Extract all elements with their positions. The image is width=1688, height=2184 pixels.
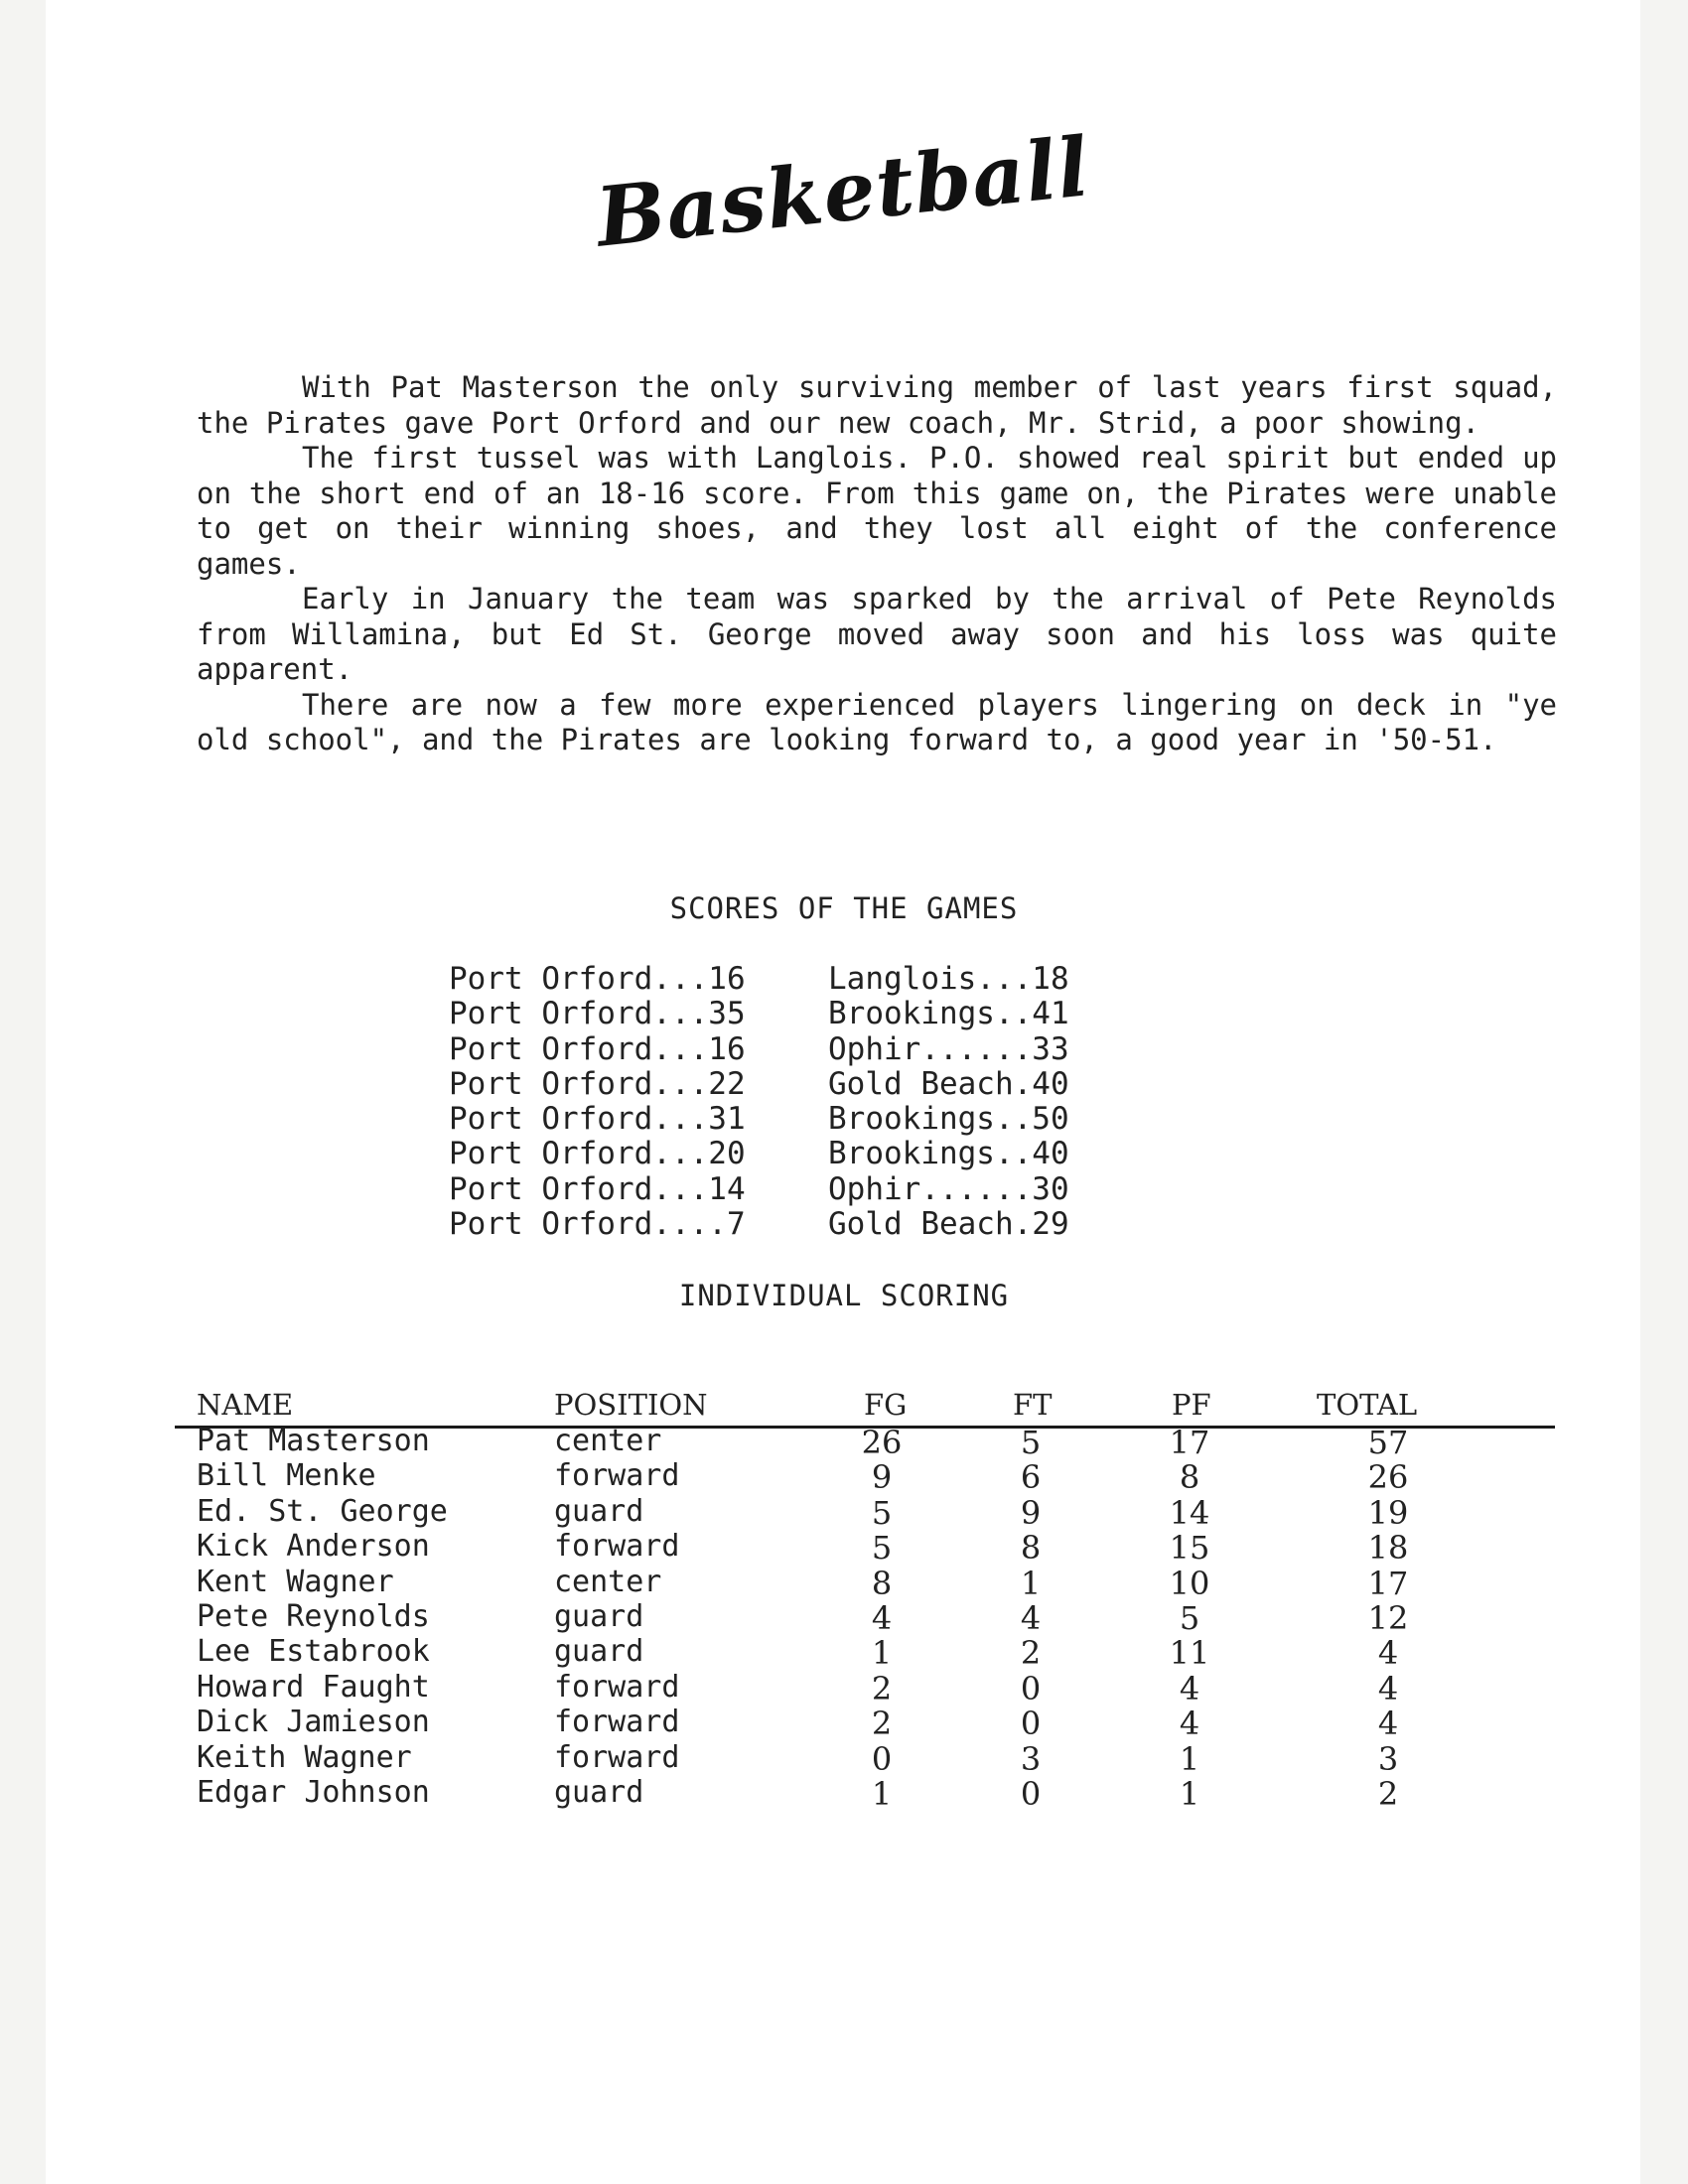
player-pf: 11 xyxy=(1169,1634,1210,1673)
player-fg: 2 xyxy=(871,1705,893,1743)
player-name: Pat Masterson xyxy=(197,1424,430,1458)
player-total: 18 xyxy=(1367,1529,1409,1568)
player-fg: 8 xyxy=(871,1564,893,1602)
intro-text xyxy=(197,370,1557,758)
player-name: Ed. St. George xyxy=(197,1493,448,1529)
player-fg: 0 xyxy=(871,1739,893,1778)
home-score: Port Orford....7 xyxy=(449,1206,746,1243)
table-row xyxy=(197,1705,1557,1743)
col-fg-header: FG xyxy=(864,1388,908,1422)
table-header xyxy=(197,1388,1557,1424)
player-pf: 5 xyxy=(1179,1598,1200,1637)
away-score: Brookings..50 xyxy=(828,1101,1069,1138)
player-ft: 2 xyxy=(1020,1634,1042,1673)
col-total-header: TOTAL xyxy=(1317,1388,1418,1422)
score-row xyxy=(449,962,1144,997)
intro-paragraph: The first tussel was with Langlois. P.O. showed real spirit but ended up on the short end of an 18-16 score. From this game on, the Pirates were unable to get on their winning shoes, and they lost all eight of the conference games. xyxy=(197,441,1557,581)
player-pf: 14 xyxy=(1169,1493,1210,1532)
player-name: Edgar Johnson xyxy=(197,1774,430,1810)
page-title: Basketball xyxy=(592,119,1094,266)
col-position-header: POSITION xyxy=(554,1388,708,1422)
table-row xyxy=(197,1424,1557,1461)
score-row xyxy=(449,1067,1144,1102)
player-position: forward xyxy=(554,1529,680,1565)
player-name: Keith Wagner xyxy=(197,1739,412,1775)
scoring-heading: INDIVIDUAL SCORING xyxy=(678,1279,1010,1312)
player-pf: 4 xyxy=(1179,1705,1200,1743)
intro-paragraph: With Pat Masterson the only surviving member of last years first squad, the Pirates gave Port Orford and our new coach, Mr. Strid, a poor showing. xyxy=(197,370,1557,440)
player-total: 12 xyxy=(1367,1598,1409,1637)
away-score: Ophir......30 xyxy=(828,1170,1069,1207)
player-position: forward xyxy=(554,1739,680,1775)
score-row xyxy=(449,997,1144,1031)
player-position: center xyxy=(554,1564,662,1599)
player-ft: 3 xyxy=(1020,1739,1042,1778)
player-fg: 9 xyxy=(871,1458,893,1497)
col-pf-header: PF xyxy=(1172,1388,1211,1422)
table-row xyxy=(197,1598,1557,1637)
table-row xyxy=(197,1739,1557,1778)
table-row xyxy=(197,1564,1557,1602)
scores-heading: SCORES OF THE GAMES xyxy=(669,891,1019,925)
player-pf: 8 xyxy=(1179,1458,1200,1497)
player-fg: 5 xyxy=(871,1493,893,1532)
away-score: Brookings..41 xyxy=(828,996,1069,1032)
player-ft: 0 xyxy=(1020,1705,1042,1743)
player-fg: 4 xyxy=(871,1598,893,1637)
player-fg: 1 xyxy=(871,1774,893,1813)
player-name: Bill Menke xyxy=(197,1458,376,1494)
player-name: Howard Faught xyxy=(197,1669,430,1705)
home-score: Port Orford...20 xyxy=(449,1136,746,1172)
intro-paragraph: There are now a few more experienced players lingering on deck in "ye old school", and the Pirates are looking forward to, a good year in '50-51. xyxy=(197,687,1557,756)
player-pf: 1 xyxy=(1179,1774,1200,1813)
col-name-header: NAME xyxy=(197,1388,294,1422)
table-row xyxy=(197,1458,1557,1497)
player-total: 19 xyxy=(1367,1493,1409,1532)
player-fg: 5 xyxy=(871,1529,893,1568)
player-pf: 15 xyxy=(1169,1529,1210,1568)
intro-paragraph: Early in January the team was sparked by the arrival of Pete Reynolds from Willamina, but Ed St. George moved away soon and his loss was quite apparent. xyxy=(197,582,1557,686)
table-row xyxy=(197,1774,1557,1813)
away-score: Gold Beach.29 xyxy=(828,1206,1069,1243)
player-fg: 26 xyxy=(861,1424,903,1461)
player-total: 57 xyxy=(1367,1424,1409,1461)
score-row xyxy=(449,1207,1144,1242)
away-score: Langlois...18 xyxy=(828,961,1069,997)
player-name: Kick Anderson xyxy=(197,1529,430,1565)
home-score: Port Orford...35 xyxy=(449,996,746,1032)
player-name: Lee Estabrook xyxy=(197,1634,430,1670)
score-row xyxy=(449,1032,1144,1067)
player-fg: 1 xyxy=(871,1634,893,1673)
player-position: guard xyxy=(554,1774,644,1810)
player-ft: 0 xyxy=(1020,1669,1042,1707)
away-score: Brookings..40 xyxy=(828,1136,1069,1172)
player-pf: 17 xyxy=(1169,1424,1210,1461)
player-pf: 10 xyxy=(1169,1564,1210,1602)
away-score: Ophir......33 xyxy=(828,1030,1069,1067)
player-name: Pete Reynolds xyxy=(197,1598,430,1634)
player-total: 26 xyxy=(1367,1458,1409,1497)
player-total: 3 xyxy=(1377,1739,1399,1778)
player-position: forward xyxy=(554,1705,680,1740)
away-score: Gold Beach.40 xyxy=(828,1065,1069,1102)
player-position: forward xyxy=(554,1458,680,1494)
home-score: Port Orford...22 xyxy=(449,1065,746,1102)
scoring-table xyxy=(197,1388,1557,1813)
player-total: 4 xyxy=(1377,1669,1399,1707)
score-row xyxy=(449,1137,1144,1171)
player-ft: 5 xyxy=(1020,1424,1042,1461)
player-total: 4 xyxy=(1377,1705,1399,1743)
player-position: guard xyxy=(554,1634,644,1670)
player-total: 2 xyxy=(1377,1774,1399,1813)
home-score: Port Orford...14 xyxy=(449,1170,746,1207)
player-ft: 4 xyxy=(1020,1598,1042,1637)
col-ft-header: FT xyxy=(1013,1388,1053,1422)
player-position: guard xyxy=(554,1598,644,1634)
home-score: Port Orford...16 xyxy=(449,961,746,997)
home-score: Port Orford...16 xyxy=(449,1030,746,1067)
home-score: Port Orford...31 xyxy=(449,1101,746,1138)
table-row xyxy=(197,1670,1557,1705)
score-row xyxy=(449,1102,1144,1137)
player-pf: 1 xyxy=(1179,1739,1200,1778)
player-ft: 1 xyxy=(1020,1564,1042,1602)
player-ft: 9 xyxy=(1020,1493,1042,1532)
player-pf: 4 xyxy=(1179,1669,1200,1707)
player-ft: 0 xyxy=(1020,1774,1042,1813)
player-total: 17 xyxy=(1367,1564,1409,1602)
table-row xyxy=(197,1529,1557,1568)
player-name: Kent Wagner xyxy=(197,1564,394,1599)
player-position: forward xyxy=(554,1669,680,1705)
table-row xyxy=(197,1634,1557,1673)
player-ft: 8 xyxy=(1020,1529,1042,1568)
player-position: guard xyxy=(554,1493,644,1529)
player-ft: 6 xyxy=(1020,1458,1042,1497)
score-row xyxy=(449,1172,1144,1207)
player-name: Dick Jamieson xyxy=(197,1705,430,1740)
player-total: 4 xyxy=(1377,1634,1399,1673)
table-row xyxy=(197,1493,1557,1532)
player-fg: 2 xyxy=(871,1669,893,1707)
player-position: center xyxy=(554,1424,662,1458)
scores-list xyxy=(449,962,1144,1242)
table-body xyxy=(197,1424,1557,1813)
